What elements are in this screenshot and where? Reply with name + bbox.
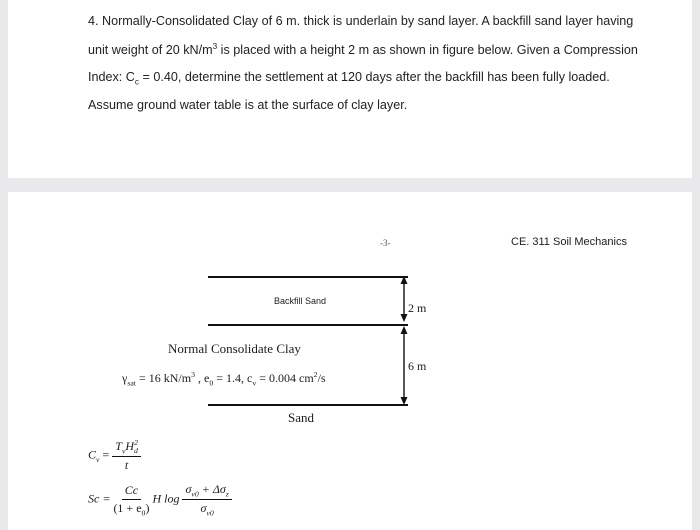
dimension-6m: 6 m <box>408 359 427 373</box>
problem-line-1: 4. Normally-Consolidated Clay of 6 m. thick is underlain by sand layer. A backfill sand layer having <box>88 14 634 28</box>
problem-page <box>8 0 692 178</box>
backfill-sand-label: Backfill Sand <box>274 296 327 306</box>
settlement-formula: Sc = $\frac{Cc}{(1 + e_0)}$ H log $\frac{\sigma_{v0} + \Delta\sigma_z}{\sigma_{v0}}$ <box>88 482 232 518</box>
clay-bottom-line <box>208 404 408 406</box>
sand-layer-label: Sand <box>288 410 314 425</box>
page-number: -3- <box>380 238 391 248</box>
figure-page <box>8 192 692 530</box>
clay-layer-label: Normal Consolidate Clay <box>168 341 301 356</box>
clay-top-line <box>208 324 408 326</box>
ground-surface-line <box>208 276 408 278</box>
dimension-2m: 2 m <box>408 301 427 315</box>
problem-line-4: Assume ground water table is at the surface of clay layer. <box>88 98 408 112</box>
problem-line-3: Index: $C_c = 0.40$, determine the settlement at 120 days after the backfill has been fully loaded. <box>88 70 610 87</box>
course-header: CE. 311 Soil Mechanics <box>511 236 627 248</box>
dimension-arrows <box>396 272 412 412</box>
problem-line-2: unit weight of 20 $kN/m^3$ is placed with a height 2 m as shown in figure below. Given a Compression <box>88 42 638 58</box>
cv-formula: $C_v$ = $\frac{T_vH^2_d}{t}$ <box>88 438 141 473</box>
clay-properties: $\gamma_{sat} = 16$ $kN/m^3$ , $e_0 = 1.4$, $c_v = 0.004$ $cm^2/s$ <box>122 370 326 388</box>
